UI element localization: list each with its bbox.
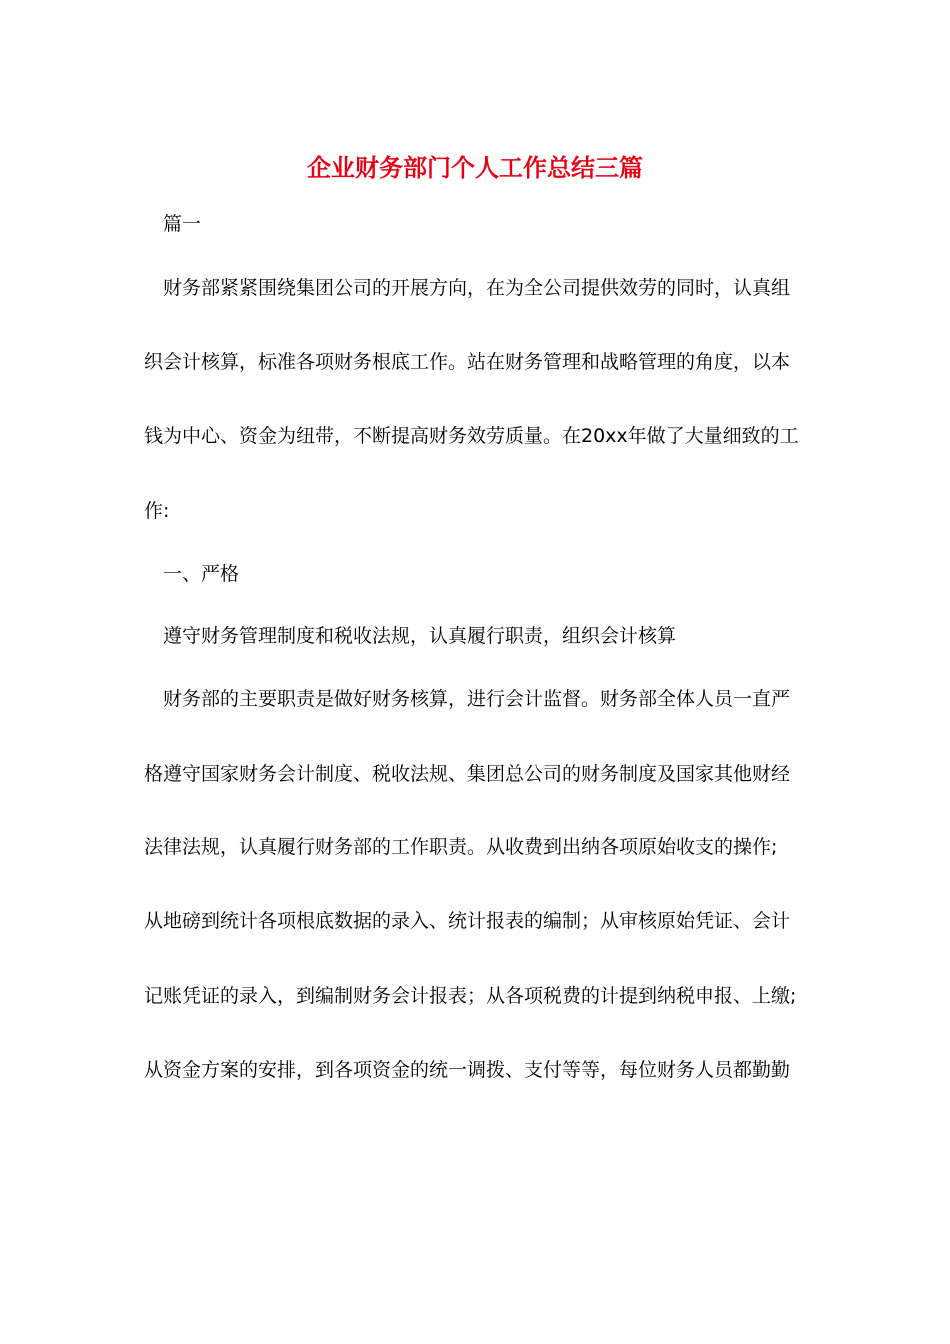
paragraph-line: 作: <box>144 500 170 522</box>
paragraph-line: 格遵守国家财务会计制度、税收法规、集团总公司的财务制度及国家其他财经 <box>144 763 791 785</box>
document-title: 企业财务部门个人工作总结三篇 <box>307 153 643 182</box>
paragraph-line: 织会计核算，标准各项财务根底工作。站在财务管理和战略管理的角度，以本 <box>144 351 791 373</box>
subsection-heading: 一、严格 <box>163 563 240 585</box>
paragraph-line: 从地磅到统计各项根底数据的录入、统计报表的编制；从审核原始凭证、会计 <box>144 910 791 932</box>
paragraph-line: 记账凭证的录入，到编制财务会计报表；从各项税费的计提到纳税申报、上缴; <box>144 985 797 1007</box>
paragraph-line: 法律法规，认真履行财务部的工作职责。从收费到出纳各项原始收支的操作; <box>144 836 778 858</box>
paragraph-line: 财务部紧紧围绕集团公司的开展方向，在为全公司提供效劳的同时，认真组 <box>163 277 791 299</box>
section-heading-part-one: 篇一 <box>163 213 202 235</box>
paragraph-line: 从资金方案的安排，到各项资金的统一调拨、支付等等，每位财务人员都勤勤 <box>144 1059 791 1081</box>
subsection-subtitle: 遵守财务管理制度和税收法规，认真履行职责，组织会计核算 <box>163 625 677 647</box>
paragraph-line: 钱为中心、资金为纽带，不断提高财务效劳质量。在20xx年做了大量细致的工 <box>144 425 799 447</box>
paragraph-line: 财务部的主要职责是做好财务核算，进行会计监督。财务部全体人员一直严 <box>163 688 791 710</box>
